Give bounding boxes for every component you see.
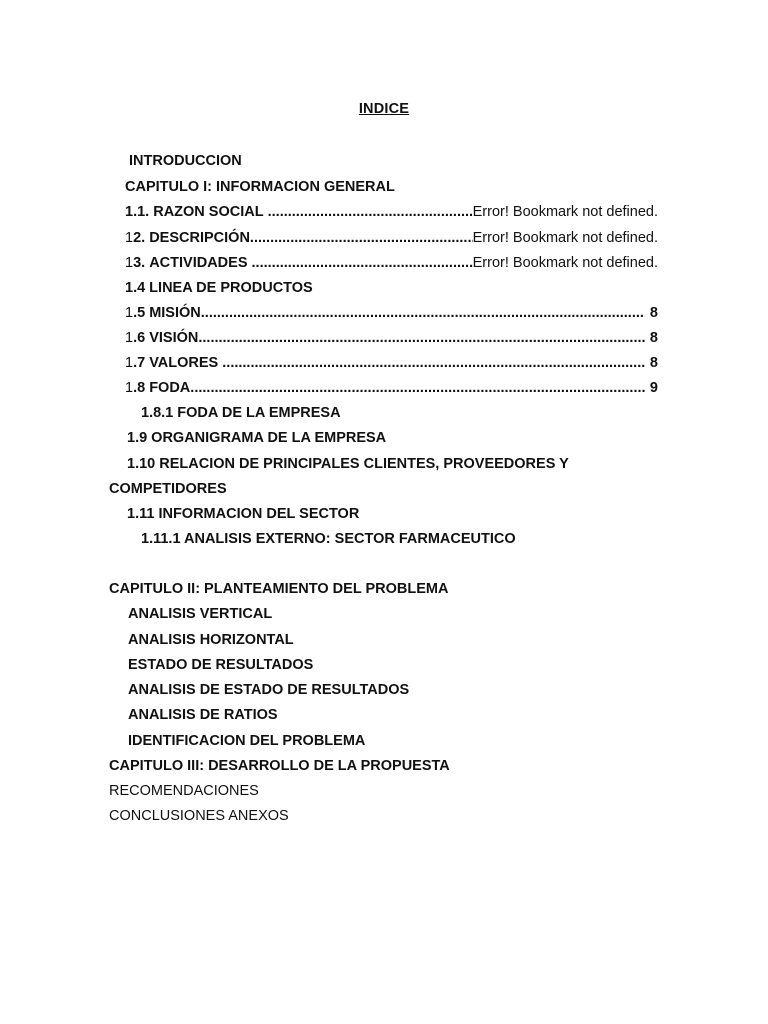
toc-text: INTRODUCCION — [129, 153, 242, 169]
toc-text: ANALISIS VERTICAL — [128, 606, 273, 622]
toc-text: CONCLUSIONES ANEXOS — [109, 808, 289, 824]
toc-text: COMPETIDORES — [109, 481, 227, 497]
toc-organigrama[interactable] — [127, 428, 386, 448]
toc-relacion-continued[interactable] — [109, 479, 227, 499]
toc-text: CAPITULO III: DESARROLLO DE LA PROPUESTA — [109, 758, 450, 774]
toc-page-number: 8 — [649, 330, 658, 346]
toc-text: FODA — [149, 380, 191, 396]
toc-number-prefix: 1 — [125, 380, 134, 396]
dot-leader — [222, 353, 645, 373]
toc-number: 3. — [133, 255, 146, 271]
toc-foda-empresa[interactable] — [141, 403, 341, 423]
toc-text: DESCRIPCIÓN — [149, 230, 250, 246]
toc-number: 1.1. — [125, 204, 150, 220]
toc-text: RAZON SOCIAL — [153, 204, 264, 220]
toc-text: VISIÓN — [149, 330, 199, 346]
toc-analisis-vertical[interactable] — [128, 604, 272, 624]
toc-number-prefix: 1 — [125, 230, 134, 246]
toc-razon-social[interactable] — [125, 202, 658, 222]
toc-foda[interactable] — [125, 378, 658, 398]
toc-number-prefix: 1 — [125, 305, 134, 321]
toc-conclusiones[interactable] — [109, 806, 289, 826]
dot-leader — [198, 328, 645, 348]
toc-capitulo-3[interactable] — [109, 756, 450, 776]
index-title: INDICE — [358, 101, 410, 117]
toc-vision[interactable] — [125, 328, 658, 348]
toc-capitulo-2[interactable] — [109, 579, 448, 599]
toc-text: VALORES — [149, 355, 219, 371]
toc-introduccion[interactable] — [129, 151, 242, 171]
toc-page-error: Error! Bookmark not defined. — [472, 204, 658, 220]
toc-page-number: 8 — [649, 305, 658, 321]
toc-text: 1.8.1 FODA DE LA EMPRESA — [141, 405, 341, 421]
toc-estado-resultados[interactable] — [128, 655, 313, 675]
toc-number-prefix: 1 — [125, 330, 134, 346]
toc-text: ANALISIS DE ESTADO DE RESULTADOS — [128, 682, 410, 698]
toc-descripcion[interactable] — [125, 228, 658, 248]
toc-page-number: 9 — [649, 380, 658, 396]
toc-number-prefix: 1 — [125, 355, 134, 371]
toc-text: CAPITULO I: INFORMACION GENERAL — [125, 179, 395, 195]
toc-valores[interactable] — [125, 353, 658, 373]
toc-text: IDENTIFICACION DEL PROBLEMA — [128, 733, 366, 749]
toc-number: .5 — [133, 305, 146, 321]
toc-identificacion[interactable] — [128, 731, 365, 751]
toc-analisis-estado[interactable] — [128, 680, 409, 700]
toc-linea-productos[interactable] — [125, 278, 313, 298]
toc-text: MISIÓN — [149, 305, 201, 321]
toc-number: .6 — [133, 330, 146, 346]
toc-number: .8 — [133, 380, 146, 396]
toc-number: .7 — [133, 355, 146, 371]
toc-text: 1.9 ORGANIGRAMA DE LA EMPRESA — [127, 430, 387, 446]
toc-text: RECOMENDACIONES — [109, 783, 259, 799]
toc-mision[interactable] — [125, 303, 658, 323]
toc-text: ESTADO DE RESULTADOS — [128, 657, 314, 673]
dot-leader — [268, 202, 473, 222]
toc-analisis-horizontal[interactable] — [128, 630, 294, 650]
toc-text: CAPITULO II: PLANTEAMIENTO DEL PROBLEMA — [109, 581, 449, 597]
dot-leader — [252, 253, 473, 273]
toc-text: 1.11 INFORMACION DEL SECTOR — [127, 506, 360, 522]
dot-leader — [201, 303, 645, 323]
dot-leader — [250, 228, 473, 248]
toc-text: 1.11.1 ANALISIS EXTERNO: SECTOR FARMACEUTICO — [141, 531, 516, 547]
toc-text: 1.10 RELACION DE PRINCIPALES CLIENTES, PROVEEDORES Y — [127, 456, 569, 472]
toc-page-error: Error! Bookmark not defined. — [472, 230, 658, 246]
toc-relacion[interactable] — [127, 454, 569, 474]
toc-info-sector[interactable] — [127, 504, 359, 524]
toc-page-error: Error! Bookmark not defined. — [472, 255, 658, 271]
toc-recomendaciones[interactable] — [109, 781, 259, 801]
toc-text: ANALISIS HORIZONTAL — [128, 632, 294, 648]
toc-analisis-ratios[interactable] — [128, 705, 278, 725]
toc-number-prefix: 1 — [125, 255, 134, 271]
toc-analisis-externo[interactable] — [141, 529, 516, 549]
toc-text: ACTIVIDADES — [149, 255, 248, 271]
dot-leader — [190, 378, 645, 398]
toc-capitulo-1[interactable] — [125, 177, 395, 197]
toc-actividades[interactable] — [125, 253, 658, 273]
toc-text: 1.4 LINEA DE PRODUCTOS — [125, 280, 313, 296]
toc-page-number: 8 — [649, 355, 658, 371]
toc-number: 2. — [133, 230, 146, 246]
toc-text: ANALISIS DE RATIOS — [128, 707, 278, 723]
